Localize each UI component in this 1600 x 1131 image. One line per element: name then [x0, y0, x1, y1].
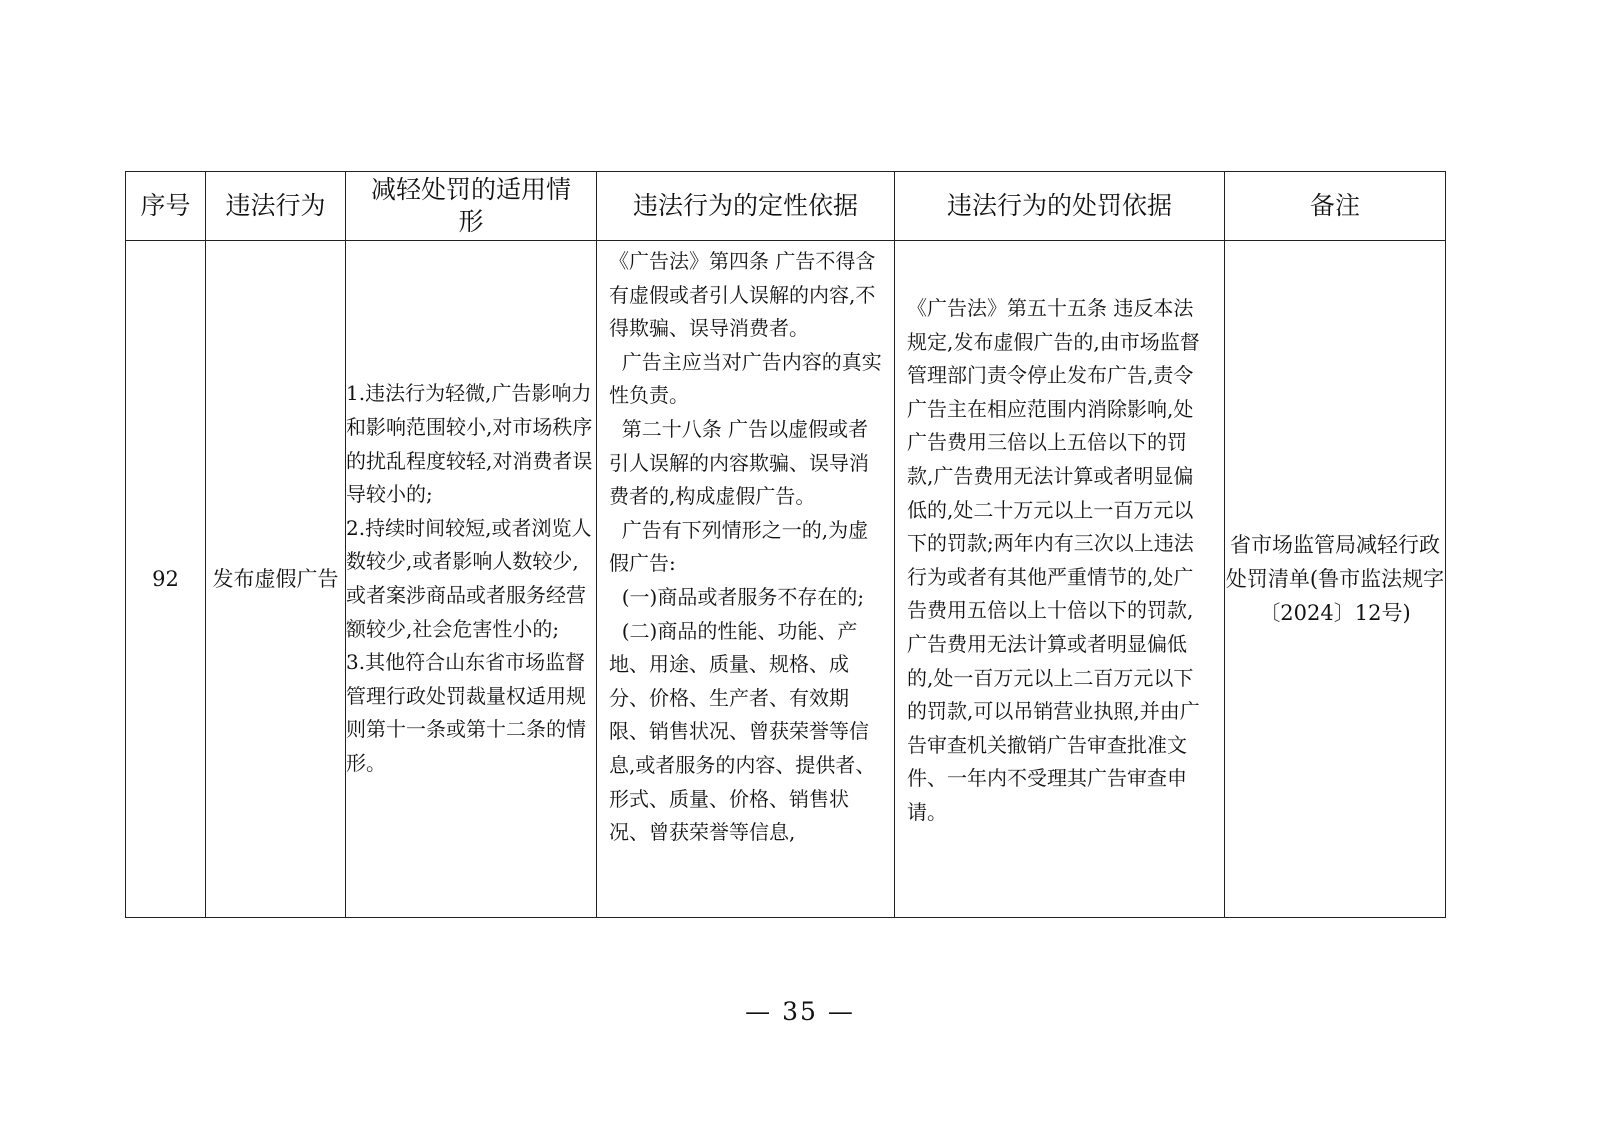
header-penalty: 违法行为的处罚依据 [895, 172, 1225, 241]
cell-penalty [895, 241, 1225, 918]
mitigation-text: 1.违法行为轻微,广告影响力和影响范围较小,对市场秩序的扰乱程度较轻,对消费者误导较小的; 2.持续时间较短,或者浏览人数较少,或者影响人数较少,或者案涉商品或者服务经营额较少,社会危害性小的; 3.其他符合山东省市场监督管理行政处罚裁量权适用规则第十一条或第十二条的情形。 [346, 381, 593, 775]
penalty-text: 《广告法》第五十五条 违反本法规定,发布虚假广告的,由市场监督管理部门责令停止发布广告,责令广告主在相应范围内消除影响,处广告费用三倍以上五倍以下的罚款,广告费用无法计算或者明显偏低的,处二十万元以上一百万元以下的罚款;两年内有三次以上违法行为或者有其他严重情节的,处广告费用五倍以上十倍以下的罚款,广告费用无法计算或者明显偏低的,处一百万元以上二百万元以下的罚款,可以吊销营业执照,并由广告审查机关撤销广告审查批准文件、一年内不受理其广告审查申请。 [907, 296, 1200, 824]
page-number: — 35 — [745, 997, 855, 1026]
cell-basis [597, 241, 895, 918]
header-basis: 违法行为的定性依据 [597, 172, 895, 241]
table-header-row [126, 172, 1446, 241]
header-remark: 备注 [1225, 172, 1446, 241]
header-act: 违法行为 [206, 172, 346, 241]
header-mitigation: 减轻处罚的适用情形 [346, 172, 597, 241]
cell-remark: 省市场监管局减轻行政处罚清单(鲁市监法规字〔2024〕12号) [1225, 241, 1446, 918]
cell-act: 发布虚假广告 [206, 241, 346, 918]
cell-seq: 92 [126, 241, 206, 918]
header-seq: 序号 [126, 172, 206, 241]
table-row [126, 241, 1446, 918]
basis-text: 《广告法》第四条 广告不得含有虚假或者引人误解的内容,不得欺骗、误导消费者。 广告主应当对广告内容的真实性负责。 第二十八条 广告以虚假或者引人误解的内容欺骗、误导消费者的,构成虚假广告。 广告有下列情形之一的,为虚假广告: (一)商品或者服务不存在的; (二)商品的性能、功能、产地、用途、质量、规格、成分、价格、生产者、有效期限、销售状况、曾获荣誉等信息,或者服务的内容、提供者、形式、质量、价格、销售状况、曾获荣誉等信息, [609, 249, 882, 845]
cell-mitigation [346, 241, 597, 918]
penalty-mitigation-table [125, 171, 1446, 918]
